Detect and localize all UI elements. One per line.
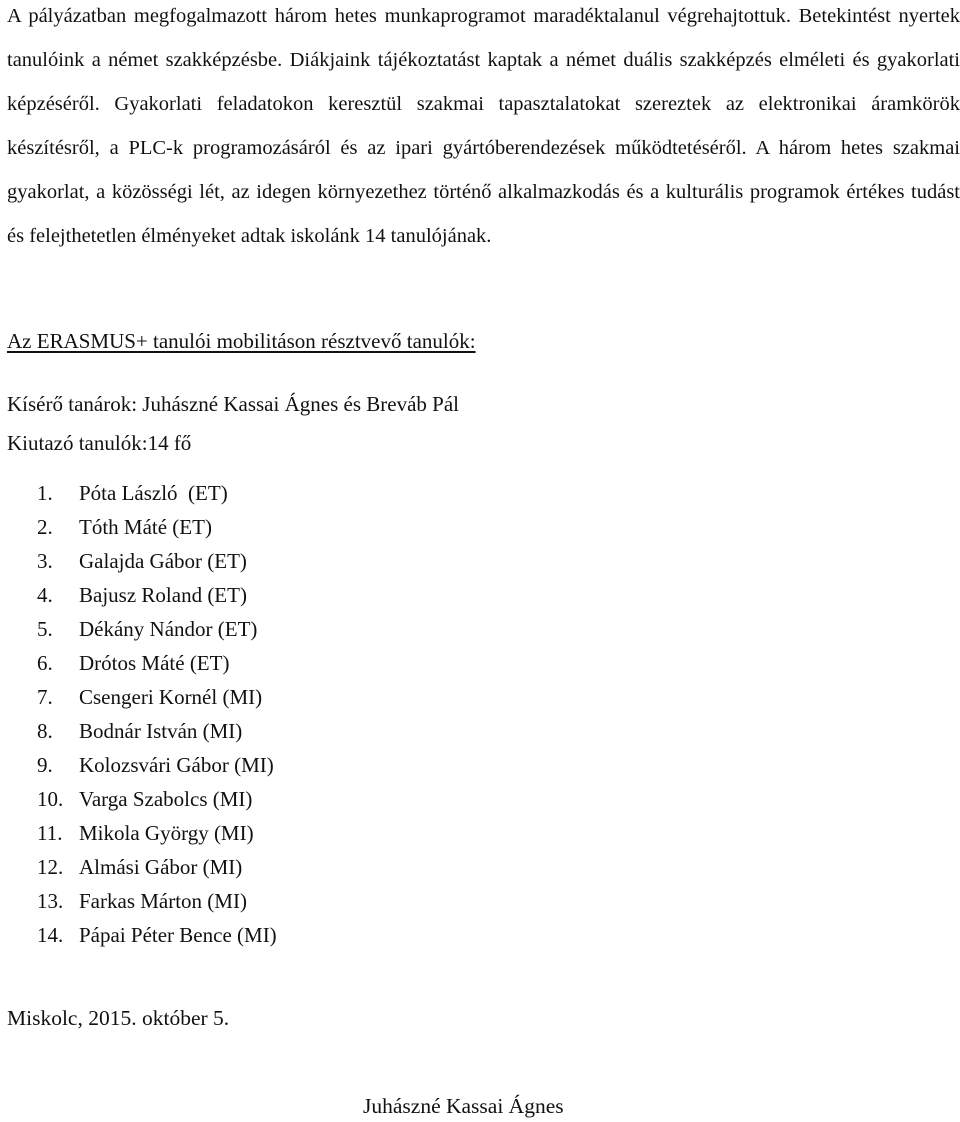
student-name: Kolozsvári Gábor (MI) xyxy=(79,753,274,777)
student-name: Póta László (ET) xyxy=(79,481,228,505)
report-paragraph: A pályázatban megfogalmazott három hetes munkaprogramot maradéktalanul végrehajtottuk. Betekintést nyertek tanulóink a német szakképzésbe. Diákjaink tájékoztatást kaptak a német duális szakképzés elméleti és gyakorlati képzéséről. Gyakorlati feladatokon keresztül szakmai tapasztalatokat szereztek az elektronikai áramkörök készítésről, a PLC-k programozásáról és az ipari gyártóberendezések működtetéséről. A három hetes szakmai gyakorlat, a közösségi lét, az idegen környezethez történő alkalmazkodás és a kulturális programok értékes tudást és felejthetetlen élményeket adtak iskolánk 14 tanulójának. xyxy=(7,5,960,247)
list-item xyxy=(37,884,277,918)
students-count-label: Kiutazó tanulók: xyxy=(7,431,148,455)
student-name: Farkas Márton (MI) xyxy=(79,889,247,913)
student-name: Almási Gábor (MI) xyxy=(79,855,243,879)
students-count xyxy=(7,429,191,457)
list-item-number: 6. xyxy=(37,651,53,675)
list-item xyxy=(37,646,277,680)
participants-heading: Az ERASMUS+ tanulói mobilitáson résztvevő tanulók: xyxy=(7,329,476,353)
student-name: Mikola György (MI) xyxy=(79,821,254,845)
student-name: Dékány Nándor (ET) xyxy=(79,617,258,641)
list-item xyxy=(37,748,277,782)
list-item-number: 13. xyxy=(37,889,64,913)
list-item xyxy=(37,578,277,612)
list-item xyxy=(37,612,277,646)
list-item xyxy=(37,850,277,884)
list-item-number: 3. xyxy=(37,549,53,573)
list-item-number: 4. xyxy=(37,583,53,607)
student-name: Varga Szabolcs (MI) xyxy=(79,787,253,811)
list-item xyxy=(37,680,277,714)
student-name: Galajda Gábor (ET) xyxy=(79,549,247,573)
list-item-number: 1. xyxy=(37,481,53,505)
student-name: Csengeri Kornél (MI) xyxy=(79,685,263,709)
student-name: Bajusz Roland (ET) xyxy=(79,583,247,607)
list-item-number: 14. xyxy=(37,923,64,947)
student-list xyxy=(37,476,277,952)
list-item-number: 12. xyxy=(37,855,64,879)
list-item xyxy=(37,714,277,748)
student-name: Pápai Péter Bence (MI) xyxy=(79,923,277,947)
list-item-number: 11. xyxy=(37,821,63,845)
student-name: Bodnár István (MI) xyxy=(79,719,243,743)
list-item xyxy=(37,816,277,850)
students-count-value: 14 fő xyxy=(147,431,192,455)
accompanying-teachers-value: Juhászné Kassai Ágnes és Breváb Pál xyxy=(137,392,459,416)
list-item xyxy=(37,918,277,952)
list-item-number: 2. xyxy=(37,515,53,539)
student-name: Tóth Máté (ET) xyxy=(79,515,212,539)
list-item xyxy=(37,476,277,510)
accompanying-teachers-label: Kísérő tanárok: xyxy=(7,392,138,416)
list-item-number: 7. xyxy=(37,685,53,709)
list-item-number: 8. xyxy=(37,719,53,743)
place-and-date: Miskolc, 2015. október 5. xyxy=(7,1006,230,1030)
student-name: Drótos Máté (ET) xyxy=(79,651,230,675)
list-item xyxy=(37,782,277,816)
list-item-number: 10. xyxy=(37,787,64,811)
list-item xyxy=(37,510,277,544)
signature-name: Juhászné Kassai Ágnes xyxy=(363,1094,564,1118)
list-item-number: 9. xyxy=(37,753,53,777)
list-item-number: 5. xyxy=(37,617,53,641)
list-item xyxy=(37,544,277,578)
accompanying-teachers xyxy=(7,390,459,418)
